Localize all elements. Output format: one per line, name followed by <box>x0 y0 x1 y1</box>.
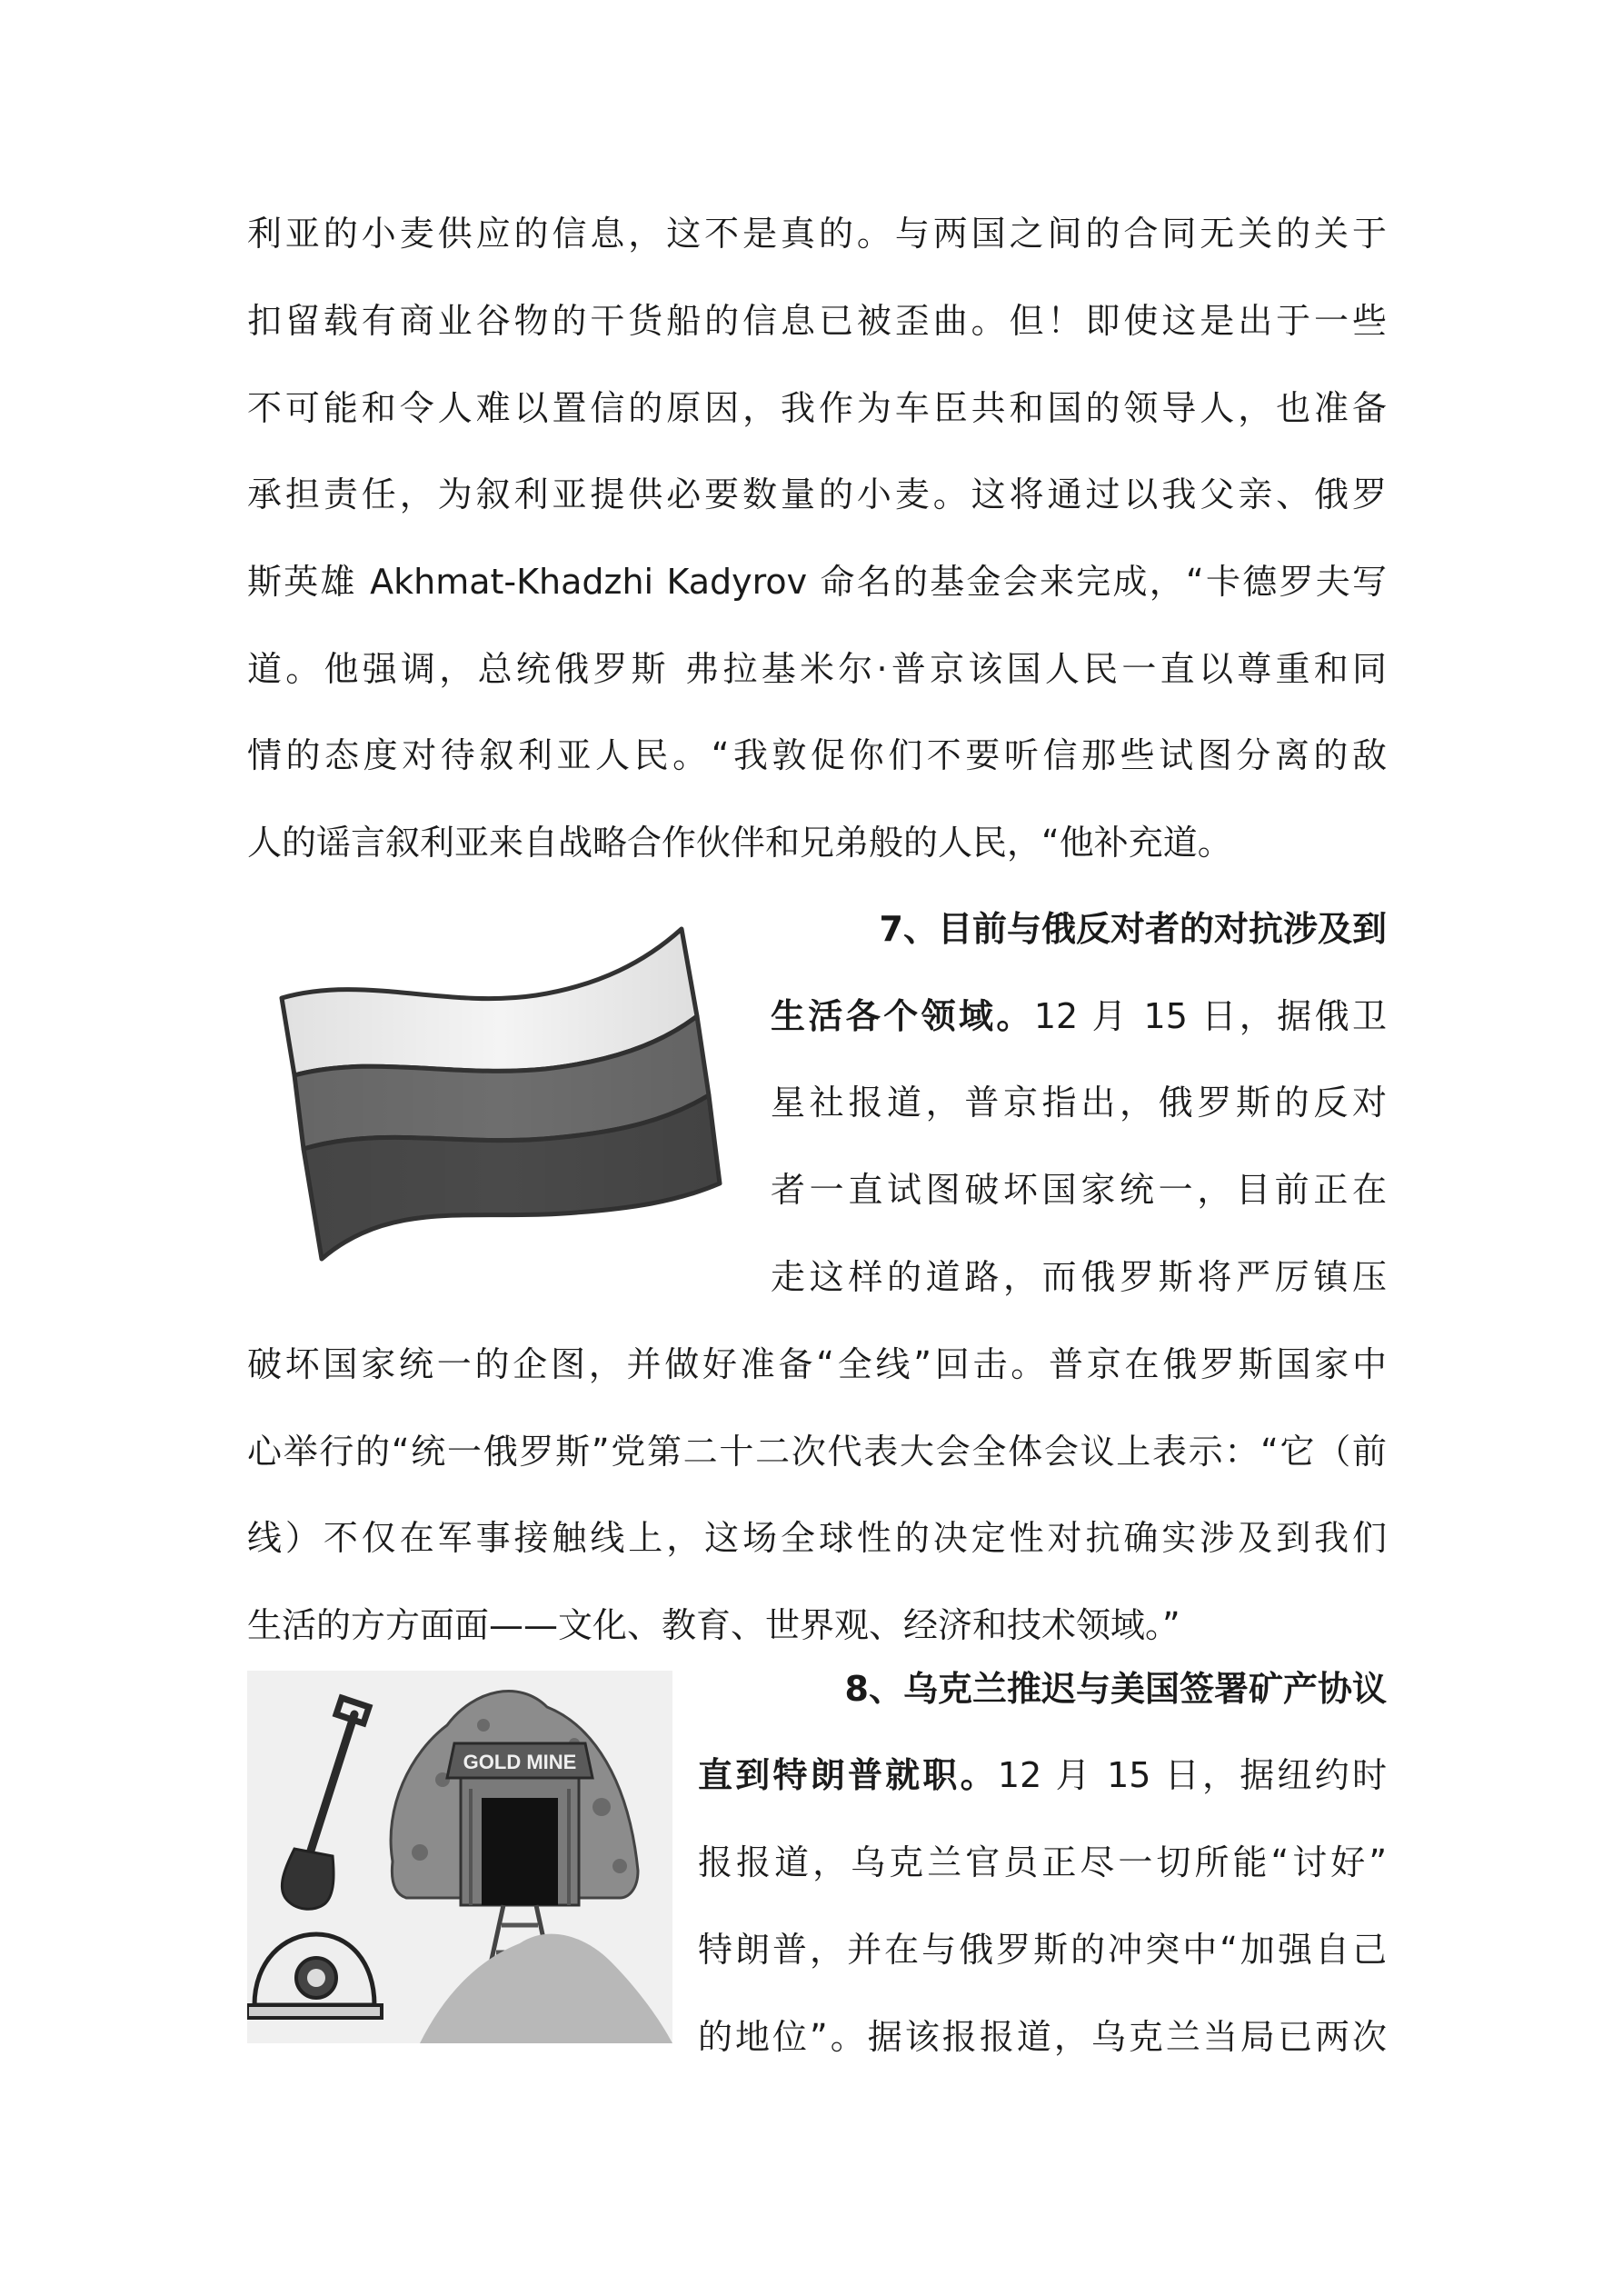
russian-flag-image <box>264 909 736 1291</box>
text-line: 走这样的道路，而俄罗斯将严厉镇压 <box>771 1257 1387 1297</box>
text-line: 的地位”。据该报报道，乌克兰当局已两次 <box>698 2017 1387 2057</box>
text-line: 心举行的“统一俄罗斯”党第二十二次代表大会全体会议上表示：“它（前 <box>247 1432 1387 1472</box>
text-line: 星社报道，普京指出，俄罗斯的反对 <box>771 1083 1387 1123</box>
text-line: 破坏国家统一的企图，并做好准备“全线”回击。普京在俄罗斯国家中 <box>247 1344 1387 1384</box>
section-7-line <box>771 996 1387 1043</box>
text-line: 情的态度对待叙利亚人民。“我敦促你们不要听信那些试图分离的敌 <box>247 735 1387 775</box>
text-line: 报报道，乌克兰官员正尽一切所能“讨好” <box>698 1842 1387 1882</box>
text-line: 承担责任，为叙利亚提供必要数量的小麦。这将通过以我父亲、俄罗 <box>247 474 1387 514</box>
text-line: 扣留载有商业谷物的干货船的信息已被歪曲。但！即使这是出于一些 <box>247 301 1387 341</box>
mine-sign-text: GOLD MINE <box>463 1751 577 1773</box>
text-line: 特朗普，并在与俄罗斯的冲突中“加强自己 <box>698 1930 1387 1970</box>
text-line: 线）不仅在军事接触线上，这场全球性的决定性对抗确实涉及到我们 <box>247 1518 1387 1558</box>
section-8-heading: 8、乌克兰推迟与美国签署矿产协议 <box>844 1669 1387 1709</box>
text-line: 不可能和令人难以置信的原因，我作为车臣共和国的领导人，也准备 <box>247 388 1387 428</box>
section-8-line <box>698 1755 1387 1802</box>
text-line: 人的谣言叙利亚来自战略合作伙伴和兄弟般的人民，“他补充道。 <box>247 823 1232 863</box>
section-8-heading-cont: 直到特朗普就职。 <box>698 1755 998 1795</box>
text-line: 斯英雄 Akhmat-Khadzhi Kadyrov 命名的基金会来完成，“卡德罗夫写 <box>247 562 1387 602</box>
section-7-heading: 7、目前与俄反对者的对抗涉及到 <box>879 909 1387 949</box>
section-8-line-rest: 12 月 15 日，据纽约时 <box>997 1755 1387 1795</box>
gold-mine-illustration <box>247 1671 672 2043</box>
text-line: 道。他强调，总统俄罗斯 弗拉基米尔·普京该国人民一直以尊重和同 <box>247 649 1387 689</box>
text-line: 利亚的小麦供应的信息，这不是真的。与两国之间的合同无关的关于 <box>247 214 1387 254</box>
section-7-heading-cont: 生活各个领域。 <box>771 996 1034 1036</box>
text-line: 生活的方方面面——文化、教育、世界观、经济和技术领域。” <box>247 1605 1180 1645</box>
section-7-line-rest: 12 月 15 日，据俄卫 <box>1033 996 1387 1036</box>
text-line: 者一直试图破坏国家统一，目前正在 <box>771 1170 1387 1210</box>
